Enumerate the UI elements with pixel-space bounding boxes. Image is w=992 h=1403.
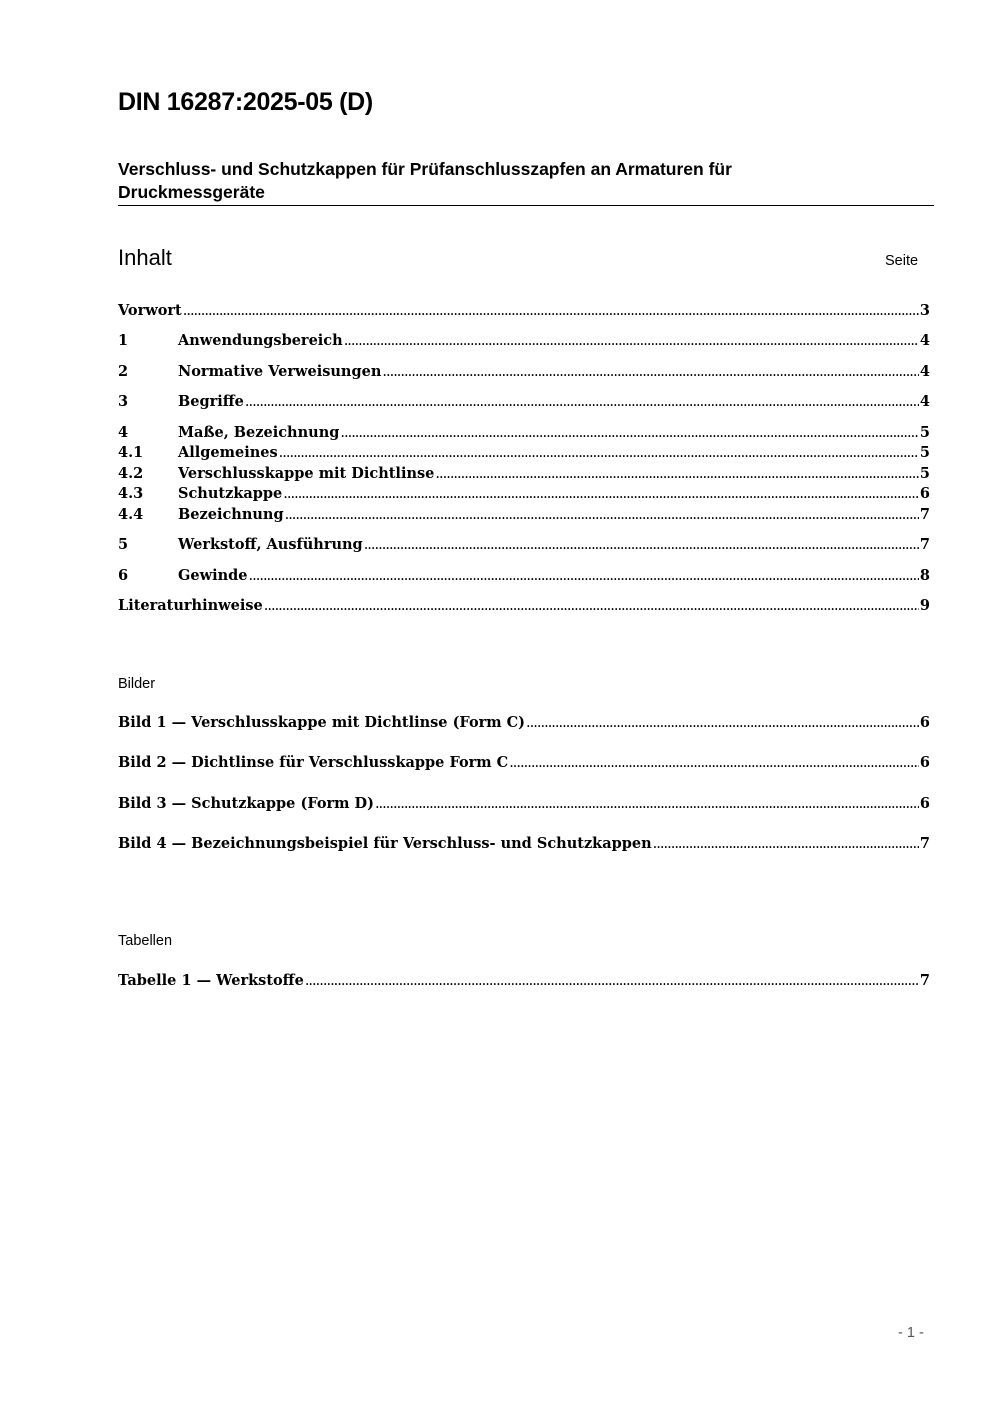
toc-entry-number: 4.4 xyxy=(118,506,144,523)
document-title: DIN 16287:2025-05 (D) xyxy=(118,88,373,116)
table-entry-label: Tabelle 1 — Werkstoffe xyxy=(118,972,304,989)
figures-heading: Bilder xyxy=(118,676,156,692)
toc-entry-literaturhinweise[interactable] xyxy=(118,597,930,617)
dot-leader xyxy=(364,537,919,553)
dot-leader xyxy=(285,507,919,523)
toc-entry-page: 8 xyxy=(919,567,930,584)
title-divider xyxy=(118,205,934,206)
toc-entry-1[interactable] xyxy=(118,332,930,352)
figure-entry-page: 7 xyxy=(919,835,930,852)
dot-leader xyxy=(509,755,919,771)
figure-entry-4[interactable] xyxy=(118,835,930,855)
toc-entry-number: 4 xyxy=(118,424,129,441)
dot-leader xyxy=(283,486,919,502)
dot-leader xyxy=(249,568,919,584)
dot-leader xyxy=(653,836,919,852)
toc-entry-label: Werkstoff, Ausführung xyxy=(178,536,363,553)
toc-entry-page: 5 xyxy=(919,465,930,482)
figure-entry-label: Bild 3 — Schutzkappe (Form D) xyxy=(118,795,374,812)
figure-entry-label: Bild 1 — Verschlusskappe mit Dichtlinse (Form C) xyxy=(118,714,526,731)
toc-entry-label: Literaturhinweise xyxy=(118,597,263,614)
tables-heading: Tabellen xyxy=(118,933,173,949)
page-number: - 1 - xyxy=(898,1325,924,1341)
figure-entry-1[interactable] xyxy=(118,714,930,734)
toc-entry-label: Gewinde xyxy=(178,567,248,584)
document-subtitle: Verschluss- und Schutzkappen für Prüfanschlusszapfen an Armaturen für Druckmessgeräte xyxy=(118,159,732,202)
toc-entry-4-3[interactable] xyxy=(118,485,930,505)
toc-page-column-label: Seite xyxy=(885,253,919,269)
toc-entry-page: 4 xyxy=(919,363,930,380)
toc-entry-number: 2 xyxy=(118,363,129,380)
toc-entry-page: 9 xyxy=(919,597,930,614)
toc-entry-label: Normative Verweisungen xyxy=(178,363,382,380)
toc-entry-3[interactable] xyxy=(118,393,930,413)
table-entry-1[interactable] xyxy=(118,972,930,992)
figure-entry-page: 6 xyxy=(919,754,930,771)
toc-entry-page: 3 xyxy=(919,302,930,319)
figure-entry-page: 6 xyxy=(919,714,930,731)
toc-heading: Inhalt xyxy=(118,245,172,270)
table-entry-page: 7 xyxy=(919,972,930,989)
toc-entry-4-1[interactable] xyxy=(118,444,930,464)
toc-entry-label: Begriffe xyxy=(178,393,244,410)
dot-leader xyxy=(245,394,919,410)
figure-entry-label: Bild 2 — Dichtlinse für Verschlusskappe Form C xyxy=(118,754,509,771)
toc-entry-vorwort[interactable] xyxy=(118,302,930,322)
toc-entry-number: 4.2 xyxy=(118,465,144,482)
dot-leader xyxy=(435,466,919,482)
toc-entry-4-4[interactable] xyxy=(118,506,930,526)
toc-entry-label: Schutzkappe xyxy=(178,485,283,502)
toc-entry-5[interactable] xyxy=(118,536,930,556)
dot-leader xyxy=(382,364,919,380)
toc-entry-label: Bezeichnung xyxy=(178,506,284,523)
toc-entry-page: 4 xyxy=(919,332,930,349)
toc-entry-page: 5 xyxy=(919,444,930,461)
toc-entry-2[interactable] xyxy=(118,363,930,383)
dot-leader xyxy=(340,425,919,441)
dot-leader xyxy=(305,973,919,989)
figure-entry-3[interactable] xyxy=(118,795,930,815)
toc-entry-number: 4.3 xyxy=(118,485,144,502)
toc-entry-number: 4.1 xyxy=(118,444,144,461)
toc-entry-label: Verschlusskappe mit Dichtlinse xyxy=(178,465,435,482)
toc-entry-4[interactable] xyxy=(118,424,930,444)
toc-entry-number: 3 xyxy=(118,393,129,410)
figure-entry-label: Bild 4 — Bezeichnungsbeispiel für Verschluss- und Schutzkappen xyxy=(118,835,652,852)
toc-entry-page: 7 xyxy=(919,506,930,523)
toc-entry-4-2[interactable] xyxy=(118,465,930,485)
dot-leader xyxy=(375,796,919,812)
dot-leader xyxy=(279,445,919,461)
dot-leader xyxy=(526,715,919,731)
toc-entry-number: 1 xyxy=(118,332,129,349)
toc-entry-label: Allgemeines xyxy=(178,444,278,461)
figure-entry-page: 6 xyxy=(919,795,930,812)
dot-leader xyxy=(183,303,919,319)
dot-leader xyxy=(264,598,919,614)
dot-leader xyxy=(344,333,919,349)
toc-entry-label: Anwendungsbereich xyxy=(178,332,343,349)
toc-entry-page: 6 xyxy=(919,485,930,502)
toc-entry-label: Maße, Bezeichnung xyxy=(178,424,340,441)
toc-entry-number: 5 xyxy=(118,536,129,553)
toc-entry-page: 7 xyxy=(919,536,930,553)
figure-entry-2[interactable] xyxy=(118,754,930,774)
toc-entry-page: 5 xyxy=(919,424,930,441)
toc-entry-page: 4 xyxy=(919,393,930,410)
toc-entry-label: Vorwort xyxy=(118,302,182,319)
toc-entry-number: 6 xyxy=(118,567,129,584)
toc-entry-6[interactable] xyxy=(118,567,930,587)
